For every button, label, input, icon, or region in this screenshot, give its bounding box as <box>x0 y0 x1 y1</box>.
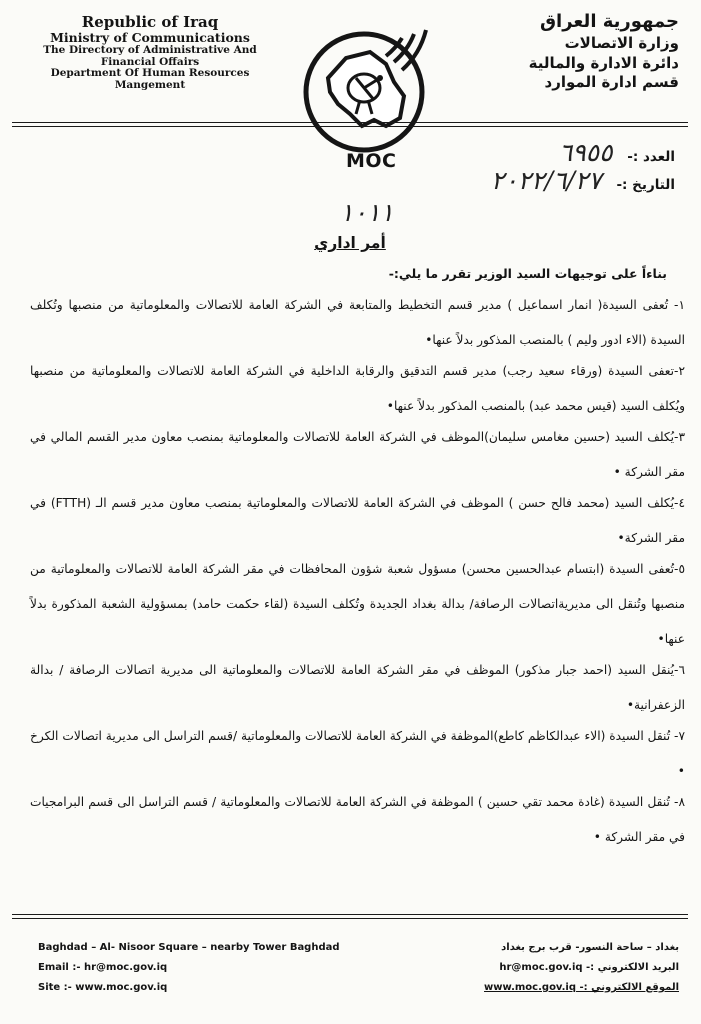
header-en-line: Mangement <box>114 79 186 92</box>
ministry-logo-icon <box>300 8 440 158</box>
header-english <box>36 14 264 92</box>
intro-text: بناءاً على توجيهات السيد الوزير تقرر ما يلي:- <box>388 266 667 281</box>
footer-ar-address: بغداد – ساحة النسور- قرب برج بغداد <box>501 942 679 953</box>
order-item-1: ١- تُعفى السيدة( انمار اسماعيل ) مدير قسم التخطيط والمتابعة في الشركة العامة للاتصالات والمعلوماتية من منصبها وتُكلف السيدة (الاء ادور وليم ) بالمنصب المذكور بدلاً عنها• <box>30 298 685 347</box>
order-item-2: ٢-تعفى السيدة (ورقاء سعيد رجب) مدير قسم التدقيق والرقابة الداخلية في الشركة العامة للاتصالات والمعلوماتية من منصبها ويُكلف السيد (قيس محمد عبد) بالمنصب المذكور بدلاً عنها• <box>30 364 685 413</box>
header-ar-line: قسم ادارة الموارد <box>544 73 679 92</box>
header-rule <box>12 122 688 123</box>
logo-label: MOC <box>346 150 397 172</box>
number-value: ٦٩٥٥ <box>558 138 613 167</box>
header-en-line: Department Of Human Resources <box>50 67 250 80</box>
footer-rule <box>12 914 688 915</box>
date-label: التاريخ :- <box>616 177 675 193</box>
order-item-5: ٥-تُعفى السيدة (ابتسام عبدالحسين محسن) مسؤول شعبة شؤون المحافظات في مقر الشركة العامة للاتصالات والمعلوماتية من منصبها وتُنقل الى مديريةاتصالات الرصافة/ بدالة بغداد الجديدة وتُكلف السيدة (لقاء حكمت حامد) بمسؤولية الشعبة المذكورة بدلاً عنها• <box>30 562 685 646</box>
header-ar-line: جمهورية العراق <box>539 11 679 32</box>
footer-english <box>38 938 340 998</box>
footer-arabic <box>484 938 679 998</box>
header-ar-line: دائرة الادارة والمالية <box>528 53 679 72</box>
order-item-6: ٦-يُنقل السيد (احمد جبار مذكور) الموظف في مقر الشركة العامة للاتصالات والمعلوماتية الى مديرية اتصالات الرصافة / بدالة الزعفرانية• <box>30 663 685 712</box>
header-arabic <box>459 10 679 93</box>
header-en-line: Ministry of Communications <box>50 29 250 45</box>
footer-ar-email[interactable]: البريد الالكتروني :- hr@moc.gov.iq <box>499 962 679 973</box>
header-en-line: The Directory of Administrative And <box>43 43 257 56</box>
order-item-3: ٣-يُكلف السيد (حسين مغامس سليمان)الموظف في الشركة العامة للاتصالات والمعلوماتية بمنصب معاون مدير القسم المالي في مقر الشركة • <box>30 430 685 479</box>
date-value: ٢٠٢٢/٦/٢٧ <box>490 166 602 195</box>
header-rule-double <box>12 126 688 127</box>
page-title: أمر اداري <box>314 234 386 252</box>
footer-en-address: Baghdad – Al- Nisoor Square – nearby Tower Baghdad <box>38 942 340 953</box>
footer-rule-double <box>12 918 688 919</box>
footer-en-site[interactable]: Site :- www.moc.gov.iq <box>38 982 168 993</box>
header-en-line: Financial Offairs <box>100 55 200 68</box>
handwritten-number: ١٠١١ <box>340 198 394 227</box>
order-item-4: ٤-يُكلف السيد (محمد فالح حسن ) الموظف في الشركة العامة للاتصالات والمعلوماتية بمنصب معاون مدير قسم الـ (FTTH) في مقر الشركة• <box>30 496 685 545</box>
document-date <box>491 166 675 195</box>
header-en-line: Republic of Iraq <box>81 13 219 31</box>
number-label: العدد :- <box>627 149 675 165</box>
order-item-7: ٧- تُنقل السيدة (الاء عبدالكاظم كاطع)الموظفة في الشركة العامة للاتصالات والمعلوماتية /قسم التراسل الى مديرية اتصالات الكرخ • <box>30 729 685 778</box>
footer-ar-site[interactable]: الموقع الالكتروني :- www.moc.gov.iq <box>484 982 679 993</box>
header-ar-line: وزارة الاتصالات <box>564 33 679 52</box>
order-item-8: ٨- تُنقل السيدة (غادة محمد تقي حسين ) الموظفة في الشركة العامة للاتصالات والمعلوماتية / قسم التراسل الى قسم البرامجيات في مقر الشركة • <box>30 795 685 844</box>
document-number <box>559 138 675 167</box>
footer-en-email[interactable]: Email :- hr@moc.gov.iq <box>38 962 168 973</box>
order-items <box>0 288 701 855</box>
